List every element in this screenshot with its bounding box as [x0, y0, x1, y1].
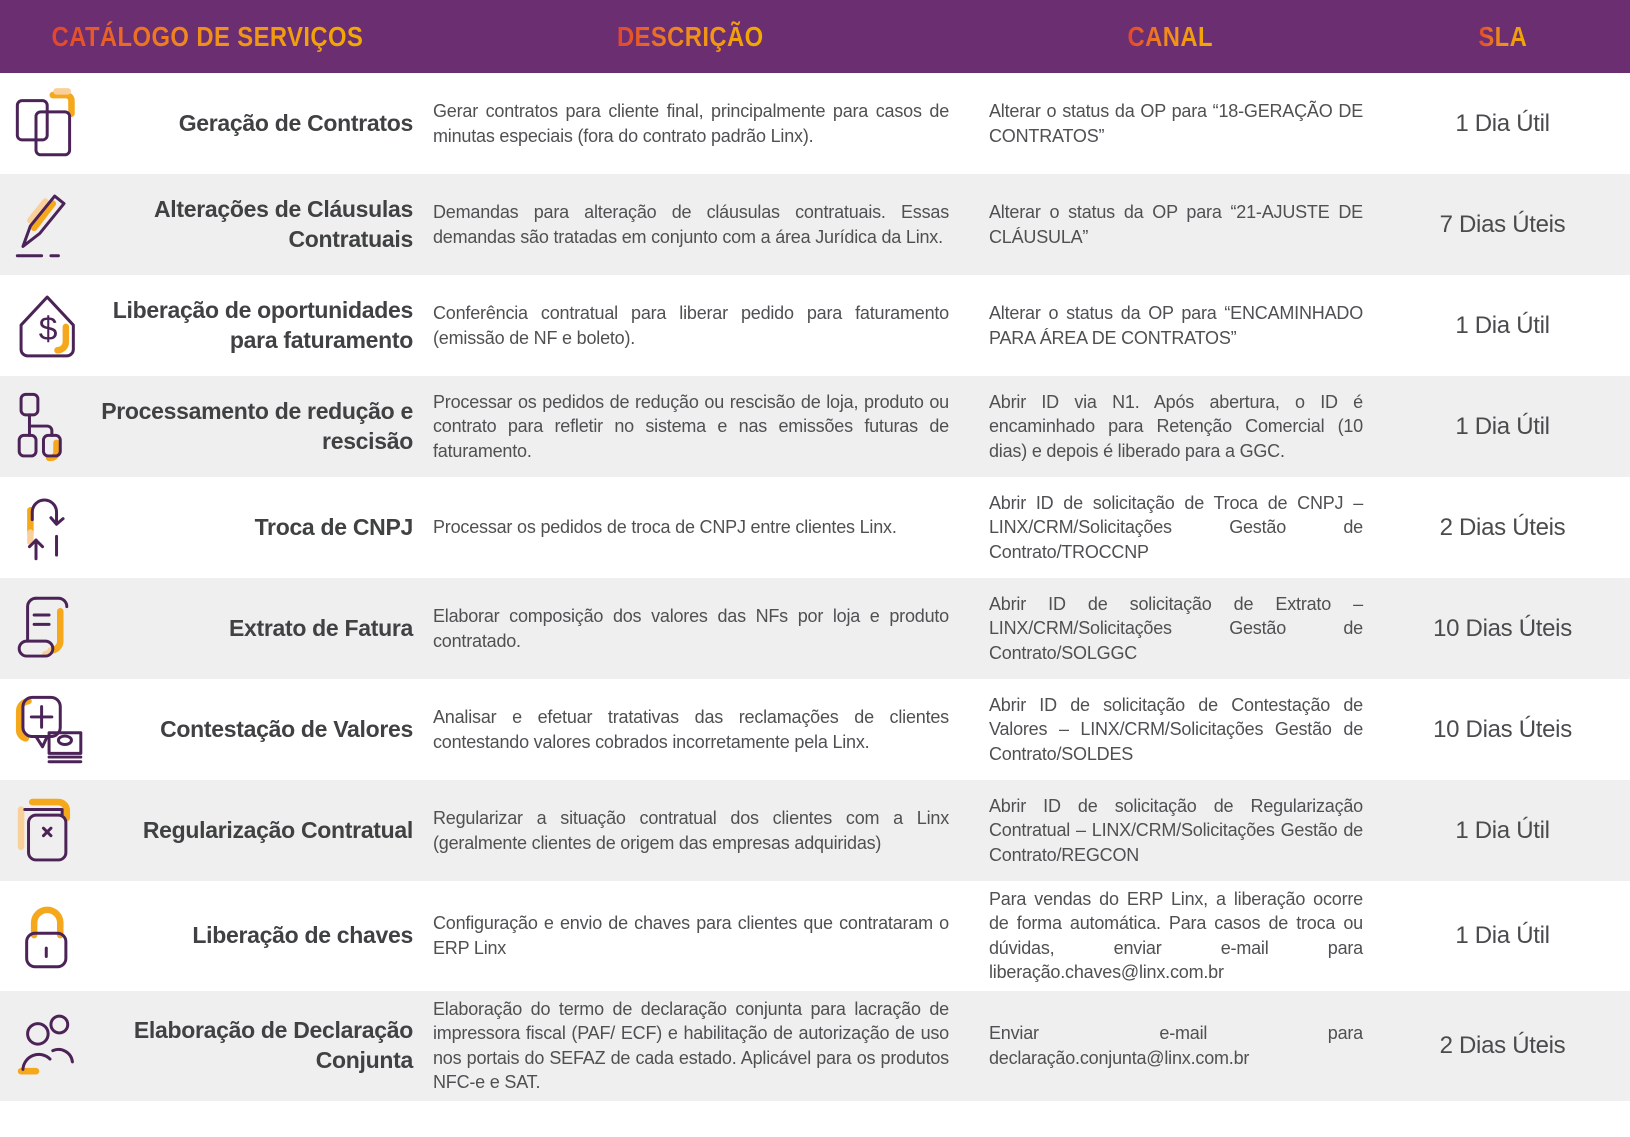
- service-canal: Abrir ID de solicitação de Regularização Contratual – LINX/CRM/Solicitações Gestão de Contrato/REGCON: [989, 795, 1363, 865]
- service-name: Liberação de chaves: [192, 922, 413, 949]
- service-sla: 1 Dia Útil: [1455, 412, 1550, 440]
- column-header-catalog: [0, 21, 415, 53]
- service-sla: 1 Dia Útil: [1455, 816, 1550, 844]
- service-sla: 1 Dia Útil: [1455, 921, 1550, 949]
- service-canal: Alterar o status da OP para “ENCAMINHADO PARA ÁREA DE CONTRATOS”: [989, 303, 1363, 348]
- service-name: Contestação de Valores: [160, 715, 413, 742]
- column-header-sla: [1375, 21, 1630, 53]
- table-row: [0, 275, 1630, 376]
- service-sla: 2 Dias Úteis: [1439, 1031, 1566, 1059]
- column-header-descricao: [415, 21, 965, 53]
- dispute-bubble-icon: [0, 688, 100, 772]
- service-sla: 1 Dia Útil: [1455, 311, 1550, 339]
- document-x-icon: [0, 789, 100, 873]
- people-icon: [0, 1004, 100, 1088]
- flowchart-icon: [0, 385, 100, 469]
- service-description: Analisar e efetuar tratativas das reclamações de clientes contestando valores cobrados incorretamente pela Linx.: [433, 707, 949, 752]
- column-header-sla-label: SLA: [1478, 20, 1527, 52]
- service-name: Elaboração de Declaração Conjunta: [133, 1017, 413, 1073]
- service-canal: Alterar o status da OP para “21-AJUSTE DE CLÁUSULA”: [989, 202, 1363, 247]
- column-header-canal: [965, 21, 1375, 53]
- column-header-catalog-label: CATÁLOGO DE SERVIÇOS: [51, 20, 364, 52]
- service-sla: 1 Dia Útil: [1455, 109, 1550, 137]
- column-header-canal-label: CANAL: [1127, 20, 1213, 52]
- column-header-descricao-label: DESCRIÇÃO: [616, 20, 764, 52]
- service-canal: Abrir ID via N1. Após abertura, o ID é encaminhado para Retenção Comercial (10 dias) e depois é liberado para a GGC.: [989, 391, 1363, 461]
- service-description: Elaboração do termo de declaração conjunta para lacração de impressora fiscal (PAF/ ECF) e habilitação de autorização de uso nos portais do SEFAZ de cada estado. Aplicável para os produtos NFC-e e SAT.: [433, 998, 949, 1093]
- service-description: Demandas para alteração de cláusulas contratuais. Essas demandas são tratadas em conjunto com a área Jurídica da Linx.: [433, 202, 949, 247]
- pencil-icon: [0, 183, 100, 267]
- service-canal: Abrir ID de solicitação de Contestação de Valores – LINX/CRM/Solicitações Gestão de Contrato/SOLDES: [989, 694, 1363, 764]
- service-sla: 10 Dias Úteis: [1433, 614, 1572, 642]
- table-row: [0, 174, 1630, 275]
- table-row: [0, 679, 1630, 780]
- service-sla: 2 Dias Úteis: [1439, 513, 1566, 541]
- scroll-icon: [0, 587, 100, 671]
- service-canal: Alterar o status da OP para “18-GERAÇÃO DE CONTRATOS”: [989, 101, 1363, 146]
- swap-arrows-icon: [0, 486, 100, 570]
- service-name: Alterações de Cláusulas Contratuais: [154, 196, 413, 252]
- service-name: Extrato de Fatura: [228, 614, 413, 641]
- service-name: Liberação de oportunidades para faturamento: [112, 297, 413, 353]
- service-name: Troca de CNPJ: [254, 513, 413, 540]
- table-row: [0, 477, 1630, 578]
- service-name: Processamento de redução e rescisão: [101, 398, 413, 454]
- service-name: Geração de Contratos: [178, 109, 413, 136]
- service-sla: 10 Dias Úteis: [1433, 715, 1572, 743]
- service-description: Processar os pedidos de troca de CNPJ entre clientes Linx.: [433, 517, 897, 538]
- table-row: [0, 881, 1630, 991]
- service-description: Gerar contratos para cliente final, principalmente para casos de minutas especiais (fora do contrato padrão Linx).: [433, 101, 949, 146]
- table-row: [0, 578, 1630, 679]
- table-body: [0, 73, 1630, 1101]
- table-row: [0, 73, 1630, 174]
- table-row: [0, 376, 1630, 477]
- house-dollar-icon: [0, 284, 100, 368]
- service-canal: Abrir ID de solicitação de Extrato – LINX/CRM/Solicitações Gestão de Contrato/SOLGGC: [989, 593, 1363, 663]
- table-row: [0, 991, 1630, 1101]
- table-header: [0, 0, 1630, 73]
- service-canal: Para vendas do ERP Linx, a liberação ocorre de forma automática. Para casos de troca ou dúvidas, enviar e-mail para liberação.chaves@linx.com.br: [989, 889, 1363, 983]
- service-description: Elaborar composição dos valores das NFs por loja e produto contratado.: [433, 606, 949, 651]
- table-row: [0, 780, 1630, 881]
- service-description: Configuração e envio de chaves para clientes que contrataram o ERP Linx: [433, 913, 949, 958]
- service-description: Conferência contratual para liberar pedido para faturamento (emissão de NF e boleto).: [433, 303, 949, 348]
- service-description: Regularizar a situação contratual dos clientes com a Linx (geralmente clientes de origem das empresas adquiridas): [433, 808, 949, 853]
- svg-text:$: $: [38, 310, 58, 348]
- service-description: Processar os pedidos de redução ou rescisão de loja, produto ou contrato para refletir no sistema e nas emissões futuras de faturamento.: [433, 391, 949, 461]
- padlock-icon: [0, 894, 100, 978]
- service-name: Regularização Contratual: [142, 816, 413, 843]
- pages-icon: [0, 82, 100, 166]
- service-canal: Abrir ID de solicitação de Troca de CNPJ – LINX/CRM/Solicitações Gestão de Contrato/TROCCNP: [989, 492, 1363, 562]
- service-canal: Enviar e-mail para declaração.conjunta@linx.com.br: [989, 1023, 1363, 1068]
- service-sla: 7 Dias Úteis: [1439, 210, 1566, 238]
